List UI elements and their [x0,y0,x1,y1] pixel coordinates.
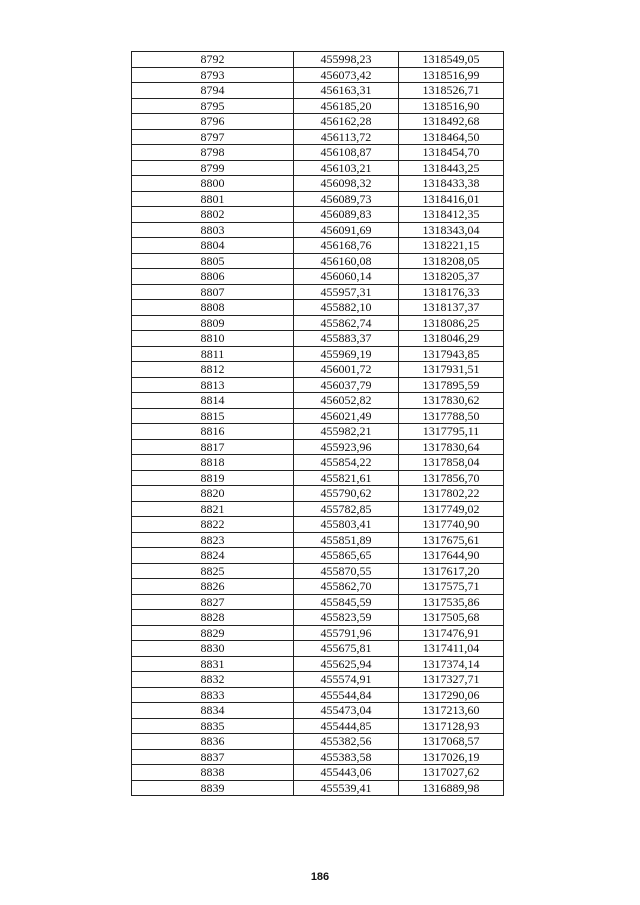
x-coordinate-cell: 455675,81 [294,641,399,657]
y-coordinate-cell: 1317027,62 [399,765,504,781]
point-number-cell: 8797 [132,129,294,145]
y-coordinate-cell: 1317830,64 [399,439,504,455]
y-coordinate-cell: 1317617,20 [399,563,504,579]
y-coordinate-cell: 1317749,02 [399,501,504,517]
y-coordinate-cell: 1317068,57 [399,734,504,750]
y-coordinate-cell: 1316889,98 [399,780,504,796]
x-coordinate-cell: 456098,32 [294,176,399,192]
point-number-cell: 8793 [132,67,294,83]
x-coordinate-cell: 455923,96 [294,439,399,455]
y-coordinate-cell: 1318412,35 [399,207,504,223]
table-row [132,160,504,176]
x-coordinate-cell: 455883,37 [294,331,399,347]
table-row [132,269,504,285]
point-number-cell: 8816 [132,424,294,440]
table-row [132,625,504,641]
table-row [132,610,504,626]
y-coordinate-cell: 1317943,85 [399,346,504,362]
coordinates-table-body [132,52,504,796]
x-coordinate-cell: 455791,96 [294,625,399,641]
point-number-cell: 8829 [132,625,294,641]
x-coordinate-cell: 455882,10 [294,300,399,316]
y-coordinate-cell: 1317575,71 [399,579,504,595]
table-row [132,470,504,486]
y-coordinate-cell: 1317675,61 [399,532,504,548]
point-number-cell: 8836 [132,734,294,750]
y-coordinate-cell: 1317830,62 [399,393,504,409]
table-row [132,377,504,393]
point-number-cell: 8812 [132,362,294,378]
table-row [132,641,504,657]
point-number-cell: 8830 [132,641,294,657]
table-row [132,67,504,83]
table-row [132,300,504,316]
x-coordinate-cell: 455969,19 [294,346,399,362]
table-row [132,501,504,517]
x-coordinate-cell: 455544,84 [294,687,399,703]
y-coordinate-cell: 1318516,99 [399,67,504,83]
point-number-cell: 8833 [132,687,294,703]
y-coordinate-cell: 1318086,25 [399,315,504,331]
y-coordinate-cell: 1318221,15 [399,238,504,254]
point-number-cell: 8792 [132,52,294,68]
point-number-cell: 8796 [132,114,294,130]
x-coordinate-cell: 455845,59 [294,594,399,610]
table-row [132,284,504,300]
x-coordinate-cell: 456108,87 [294,145,399,161]
y-coordinate-cell: 1317802,22 [399,486,504,502]
point-number-cell: 8802 [132,207,294,223]
table-row [132,749,504,765]
y-coordinate-cell: 1317505,68 [399,610,504,626]
x-coordinate-cell: 456103,21 [294,160,399,176]
y-coordinate-cell: 1318208,05 [399,253,504,269]
y-coordinate-cell: 1318549,05 [399,52,504,68]
y-coordinate-cell: 1318433,38 [399,176,504,192]
y-coordinate-cell: 1317327,71 [399,672,504,688]
x-coordinate-cell: 455998,23 [294,52,399,68]
x-coordinate-cell: 455821,61 [294,470,399,486]
point-number-cell: 8805 [132,253,294,269]
x-coordinate-cell: 456162,28 [294,114,399,130]
table-row [132,176,504,192]
y-coordinate-cell: 1318516,90 [399,98,504,114]
y-coordinate-cell: 1318343,04 [399,222,504,238]
point-number-cell: 8824 [132,548,294,564]
table-row [132,563,504,579]
point-number-cell: 8821 [132,501,294,517]
table-row [132,129,504,145]
table-row [132,486,504,502]
x-coordinate-cell: 455957,31 [294,284,399,300]
x-coordinate-cell: 456091,69 [294,222,399,238]
x-coordinate-cell: 455625,94 [294,656,399,672]
point-number-cell: 8828 [132,610,294,626]
point-number-cell: 8801 [132,191,294,207]
point-number-cell: 8837 [132,749,294,765]
y-coordinate-cell: 1318526,71 [399,83,504,99]
table-row [132,253,504,269]
x-coordinate-cell: 455865,65 [294,548,399,564]
point-number-cell: 8819 [132,470,294,486]
point-number-cell: 8838 [132,765,294,781]
table-row [132,408,504,424]
point-number-cell: 8807 [132,284,294,300]
table-row [132,393,504,409]
x-coordinate-cell: 456037,79 [294,377,399,393]
x-coordinate-cell: 455443,06 [294,765,399,781]
table-row [132,222,504,238]
point-number-cell: 8814 [132,393,294,409]
table-row [132,362,504,378]
table-row [132,703,504,719]
y-coordinate-cell: 1317895,59 [399,377,504,393]
point-number-cell: 8810 [132,331,294,347]
point-number-cell: 8832 [132,672,294,688]
y-coordinate-cell: 1317535,86 [399,594,504,610]
y-coordinate-cell: 1317931,51 [399,362,504,378]
x-coordinate-cell: 455803,41 [294,517,399,533]
table-row [132,687,504,703]
point-number-cell: 8820 [132,486,294,502]
x-coordinate-cell: 456052,82 [294,393,399,409]
point-number-cell: 8834 [132,703,294,719]
x-coordinate-cell: 455383,58 [294,749,399,765]
table-row [132,98,504,114]
x-coordinate-cell: 456160,08 [294,253,399,269]
x-coordinate-cell: 456168,76 [294,238,399,254]
x-coordinate-cell: 455862,74 [294,315,399,331]
point-number-cell: 8799 [132,160,294,176]
table-row [132,718,504,734]
table-row [132,656,504,672]
point-number-cell: 8798 [132,145,294,161]
y-coordinate-cell: 1317290,06 [399,687,504,703]
coordinates-table-container [131,51,504,796]
x-coordinate-cell: 455539,41 [294,780,399,796]
table-row [132,780,504,796]
y-coordinate-cell: 1317856,70 [399,470,504,486]
table-row [132,331,504,347]
table-row [132,145,504,161]
y-coordinate-cell: 1318464,50 [399,129,504,145]
point-number-cell: 8795 [132,98,294,114]
point-number-cell: 8803 [132,222,294,238]
point-number-cell: 8804 [132,238,294,254]
y-coordinate-cell: 1318205,37 [399,269,504,285]
x-coordinate-cell: 455574,91 [294,672,399,688]
x-coordinate-cell: 456060,14 [294,269,399,285]
y-coordinate-cell: 1317128,93 [399,718,504,734]
y-coordinate-cell: 1317213,60 [399,703,504,719]
y-coordinate-cell: 1318137,37 [399,300,504,316]
y-coordinate-cell: 1317788,50 [399,408,504,424]
point-number-cell: 8827 [132,594,294,610]
point-number-cell: 8811 [132,346,294,362]
x-coordinate-cell: 455444,85 [294,718,399,734]
table-row [132,439,504,455]
x-coordinate-cell: 455782,85 [294,501,399,517]
table-row [132,424,504,440]
x-coordinate-cell: 455473,04 [294,703,399,719]
table-row [132,765,504,781]
point-number-cell: 8815 [132,408,294,424]
table-row [132,532,504,548]
table-row [132,191,504,207]
point-number-cell: 8806 [132,269,294,285]
x-coordinate-cell: 456001,72 [294,362,399,378]
x-coordinate-cell: 456185,20 [294,98,399,114]
y-coordinate-cell: 1318176,33 [399,284,504,300]
table-row [132,548,504,564]
y-coordinate-cell: 1318046,29 [399,331,504,347]
point-number-cell: 8839 [132,780,294,796]
y-coordinate-cell: 1318416,01 [399,191,504,207]
y-coordinate-cell: 1318492,68 [399,114,504,130]
y-coordinate-cell: 1317644,90 [399,548,504,564]
point-number-cell: 8800 [132,176,294,192]
table-row [132,238,504,254]
x-coordinate-cell: 455870,55 [294,563,399,579]
table-row [132,672,504,688]
x-coordinate-cell: 455851,89 [294,532,399,548]
x-coordinate-cell: 456089,83 [294,207,399,223]
point-number-cell: 8835 [132,718,294,734]
point-number-cell: 8823 [132,532,294,548]
x-coordinate-cell: 455982,21 [294,424,399,440]
x-coordinate-cell: 455862,70 [294,579,399,595]
coordinates-table [131,51,504,796]
point-number-cell: 8826 [132,579,294,595]
point-number-cell: 8809 [132,315,294,331]
table-row [132,734,504,750]
x-coordinate-cell: 456163,31 [294,83,399,99]
table-row [132,346,504,362]
table-row [132,114,504,130]
x-coordinate-cell: 455823,59 [294,610,399,626]
table-row [132,455,504,471]
table-row [132,594,504,610]
x-coordinate-cell: 455854,22 [294,455,399,471]
y-coordinate-cell: 1317858,04 [399,455,504,471]
x-coordinate-cell: 456073,42 [294,67,399,83]
point-number-cell: 8813 [132,377,294,393]
y-coordinate-cell: 1318454,70 [399,145,504,161]
y-coordinate-cell: 1317795,11 [399,424,504,440]
y-coordinate-cell: 1317476,91 [399,625,504,641]
point-number-cell: 8794 [132,83,294,99]
table-row [132,579,504,595]
point-number-cell: 8818 [132,455,294,471]
y-coordinate-cell: 1318443,25 [399,160,504,176]
point-number-cell: 8808 [132,300,294,316]
y-coordinate-cell: 1317374,14 [399,656,504,672]
point-number-cell: 8831 [132,656,294,672]
point-number-cell: 8817 [132,439,294,455]
point-number-cell: 8825 [132,563,294,579]
x-coordinate-cell: 456021,49 [294,408,399,424]
page-number: 186 [310,871,330,883]
y-coordinate-cell: 1317026,19 [399,749,504,765]
x-coordinate-cell: 456113,72 [294,129,399,145]
table-row [132,315,504,331]
x-coordinate-cell: 456089,73 [294,191,399,207]
y-coordinate-cell: 1317740,90 [399,517,504,533]
table-row [132,517,504,533]
x-coordinate-cell: 455382,56 [294,734,399,750]
y-coordinate-cell: 1317411,04 [399,641,504,657]
point-number-cell: 8822 [132,517,294,533]
table-row [132,207,504,223]
table-row [132,52,504,68]
x-coordinate-cell: 455790,62 [294,486,399,502]
table-row [132,83,504,99]
